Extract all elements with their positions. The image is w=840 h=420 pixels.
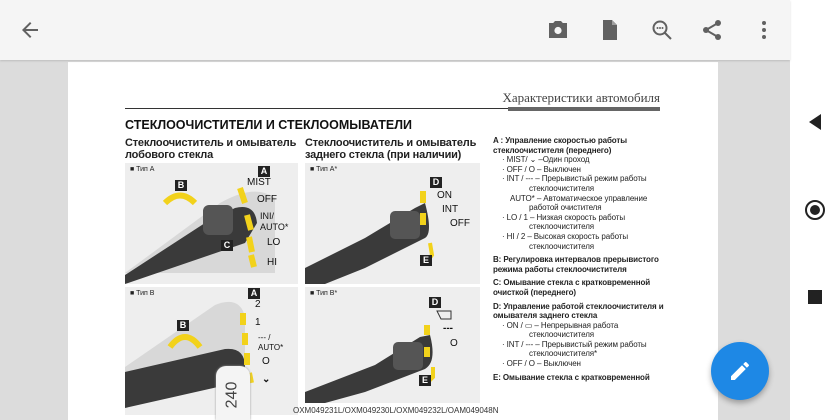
- label-int: --- /: [258, 333, 271, 342]
- label-d: D: [430, 177, 442, 188]
- image-tag: ■ Тип B*: [310, 290, 338, 297]
- header-rule-accent: [508, 107, 660, 111]
- desc-a-hi-cont: стеклоочистителя: [529, 241, 595, 251]
- label-auto: AUTO*: [258, 343, 284, 352]
- nav-recents-icon[interactable]: [803, 285, 827, 309]
- label-a: A: [248, 288, 260, 299]
- desc-d-int-cont: стеклоочистителя*: [529, 349, 598, 359]
- col2-title: Стеклоочиститель и омыватель заднего стекла (при наличии): [305, 137, 477, 161]
- label-e: E: [419, 375, 431, 386]
- label-hi: HI: [267, 257, 277, 268]
- camera-icon[interactable]: [544, 16, 572, 44]
- document-page: [68, 62, 718, 420]
- document-viewer[interactable]: [0, 60, 790, 420]
- page-header: Характеристики автомобиля: [502, 90, 660, 105]
- nav-back-icon[interactable]: [803, 110, 827, 134]
- label-on: ON: [437, 190, 452, 201]
- desc-a-auto: AUTO* – Автоматическое управление: [510, 193, 648, 203]
- image-tag: ■ Тип B: [130, 290, 155, 297]
- label-int: INI/: [260, 211, 275, 221]
- label-mist: MIST: [247, 177, 271, 188]
- label-off: O: [450, 338, 458, 349]
- desc-d-on: · ON / ▭ – Непрерывная работа: [502, 320, 619, 330]
- desc-a-lo-cont: стеклоочистителя: [529, 222, 595, 232]
- nav-home-icon[interactable]: [803, 198, 827, 222]
- description-list: [493, 136, 673, 382]
- pencil-icon: [728, 359, 752, 383]
- col1-title: Стеклоочиститель и омыватель лобового стекла: [125, 137, 297, 161]
- page-number-tab: [216, 366, 250, 420]
- image-tag: ■ Тип A*: [310, 166, 338, 173]
- desc-d-off: · OFF / O – Выключен: [502, 359, 581, 369]
- label-e: E: [420, 255, 432, 266]
- desc-c: C: Омывание стекла с кратковременной очисткой (переднего): [493, 278, 651, 297]
- desc-b: B: Регулировка интервалов прерывистого режима работы стеклоочистителя: [493, 255, 659, 274]
- system-nav-bar: [790, 0, 840, 420]
- label-auto: AUTO*: [260, 222, 289, 232]
- label-d: D: [429, 297, 441, 308]
- desc-a-lo: · LO / 1 – Низкая скорость работы: [502, 212, 626, 222]
- app-bar: [0, 0, 790, 60]
- rear-wiper-lever-type-b: [305, 287, 480, 403]
- edit-button[interactable]: [711, 342, 769, 400]
- image-tag: ■ Тип A: [130, 166, 155, 173]
- label-off: OFF: [450, 218, 470, 229]
- wiper-lever-type-a: [125, 163, 298, 284]
- search-icon[interactable]: [648, 16, 676, 44]
- page-number: 240: [223, 381, 241, 409]
- desc-e: E: Омывание стекла с кратковременной: [493, 372, 650, 382]
- label-2: 2: [255, 299, 261, 310]
- share-icon[interactable]: [698, 16, 726, 44]
- desc-a-int-cont: стеклоочистителя: [529, 183, 595, 193]
- desc-d: D: Управление работой стеклоочистителя и омывателя заднего стекла: [493, 301, 664, 321]
- desc-d-int: · INT / --- – Прерывистый режим работы: [502, 339, 647, 349]
- desc-a-off: · OFF / O – Выключен: [502, 164, 581, 174]
- label-b: B: [177, 320, 189, 331]
- wiper-lever-type-b: [125, 287, 298, 415]
- label-1: 1: [255, 317, 261, 328]
- label-mist: ⌄: [262, 374, 271, 385]
- desc-a-auto-cont: работой очистителя: [529, 203, 602, 213]
- label-off: OFF: [257, 194, 277, 205]
- rear-wiper-lever-type-a: [305, 163, 480, 284]
- label-int: ---: [443, 323, 453, 334]
- label-a: A: [258, 166, 270, 177]
- desc-a-mist: · MIST/ ⌄ –Один проход: [502, 155, 590, 165]
- label-lo: LO: [267, 237, 281, 248]
- label-int: INT: [442, 204, 459, 215]
- file-icon[interactable]: [596, 16, 624, 44]
- desc-d-on-cont: стеклоочистителя: [529, 330, 595, 340]
- back-arrow-icon[interactable]: [16, 16, 44, 44]
- label-c: C: [221, 240, 233, 251]
- desc-a-int: · INT / --- – Прерывистый режим работы: [502, 174, 647, 184]
- more-vert-icon[interactable]: [750, 16, 778, 44]
- desc-a: A : Управление скоростью работы стеклоочистителя (переднего): [493, 136, 627, 155]
- desc-a-hi: · HI / 2 – Высокая скорость работы: [502, 231, 628, 241]
- label-off: O: [262, 356, 270, 367]
- image-caption: OXM049231L/OXM049230L/OXM049232L/OAM049048N: [293, 406, 499, 415]
- label-b: B: [175, 180, 187, 191]
- section-title: СТЕКЛООЧИСТИТЕЛИ И СТЕКЛООМЫВАТЕЛИ: [125, 118, 413, 132]
